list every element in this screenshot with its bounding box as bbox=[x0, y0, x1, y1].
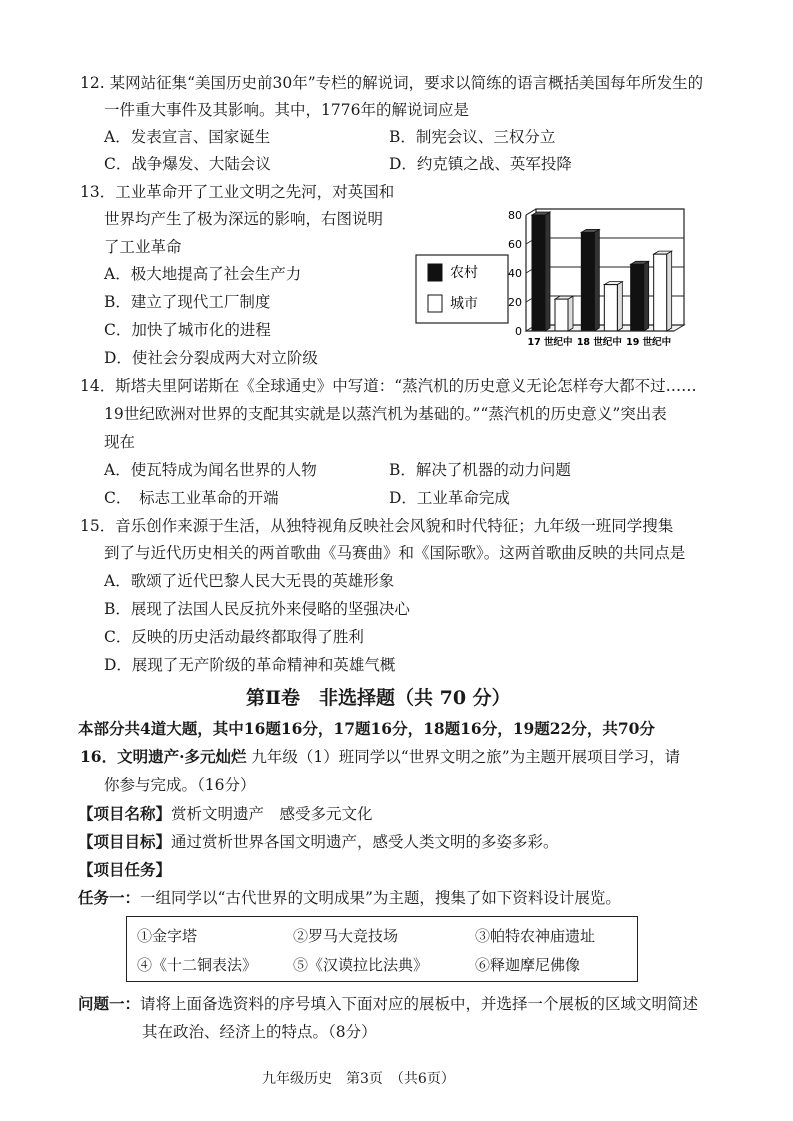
materials-box bbox=[126, 916, 638, 982]
problem1-row bbox=[78, 994, 698, 1014]
task1-label: 任务一： bbox=[78, 888, 141, 907]
material-item-1: ①金字塔 bbox=[137, 927, 198, 945]
q13-stem-line1: 13．工业革命开了工业文明之先河，对英国和 bbox=[80, 183, 395, 201]
project-name-value: 赏析文明遗产 感受多元文化 bbox=[171, 805, 373, 823]
q13-stem-line3: 了工业革命 bbox=[104, 238, 182, 256]
chart-bar-side bbox=[667, 251, 672, 331]
chart-bar-side bbox=[568, 296, 573, 331]
chart-bar-side bbox=[594, 229, 599, 331]
q14-stem-line3: 现在 bbox=[104, 433, 136, 451]
chart-ytick-label: 20 bbox=[508, 296, 522, 309]
q13-option-a: A．极大地提高了社会生产力 bbox=[104, 265, 302, 283]
project-name-row bbox=[78, 804, 373, 824]
q14-stem-line1: 14．斯塔夫里阿诺斯在《全球通史》中写道：“蒸汽机的历史意义无论怎样夸大都不过…… bbox=[80, 377, 697, 395]
q12-option-b: B．制宪会议、三权分立 bbox=[389, 128, 556, 146]
chart-xtick-label: 18 世纪中 bbox=[576, 337, 622, 348]
q14-option-d: D．工业革命完成 bbox=[389, 489, 510, 507]
problem1-line1: 请将上面备选资料的序号填入下面对应的展板中，并选择一个展板的区域文明简述 bbox=[140, 995, 699, 1013]
q12-stem-line2: 一件重大事件及其影响。其中，1776年的解说词应是 bbox=[104, 101, 469, 119]
chart-xtick-label: 17 世纪中 bbox=[527, 337, 573, 348]
chart-bar bbox=[532, 215, 545, 331]
material-item-4: ④《十二铜表法》 bbox=[137, 956, 258, 974]
project-task-label: 【项目任务】 bbox=[78, 860, 172, 879]
q16-stem-line2: 你参与完成。（16分） bbox=[104, 776, 256, 794]
q14-stem-line2: 19世纪欧洲对世界的支配其实就是以蒸汽机为基础的。”“蒸汽机的历史意义”突出表 bbox=[104, 405, 667, 423]
legend-swatch-rural bbox=[428, 264, 442, 281]
legend-label-urban: 城市 bbox=[450, 296, 478, 312]
q12-option-a: A．发表宣言、国家诞生 bbox=[104, 128, 271, 146]
project-goal-label: 【项目目标】 bbox=[78, 832, 172, 851]
q15-option-c: C．反映的历史活动最终都取得了胜利 bbox=[104, 628, 364, 646]
section-description: 本部分共4道大题，其中16题16分，17题16分，18题16分，19题22分，共70分 bbox=[78, 719, 655, 738]
project-name-label: 【项目名称】 bbox=[78, 804, 172, 823]
task1-value: 一组同学以“古代世界的文明成果”为主题，搜集了如下资料设计展览。 bbox=[140, 889, 621, 907]
legend-label-rural: 农村 bbox=[450, 265, 478, 281]
q14-option-b: B．解决了机器的动力问题 bbox=[389, 461, 571, 479]
q12-option-c: C．战争爆发、大陆会议 bbox=[104, 155, 271, 173]
chart-ytick-label: 80 bbox=[508, 209, 522, 222]
q16-stem-text: 九年级（1）班同学以“世界文明之旅”为主题开展项目学习，请 bbox=[251, 748, 681, 766]
chart-bar bbox=[581, 232, 594, 331]
legend-swatch-urban bbox=[428, 295, 442, 312]
material-item-6: ⑥释迦摩尼佛像 bbox=[475, 956, 581, 974]
q13-stem-line2: 世界均产生了极为深远的影响，右图说明 bbox=[104, 210, 384, 228]
project-goal-row bbox=[78, 832, 559, 852]
chart-bar-side bbox=[545, 212, 550, 331]
q16-heading: 16．文明遗产·多元灿烂 bbox=[80, 747, 247, 766]
q12-option-d: D．约克镇之战、英军投降 bbox=[389, 155, 572, 173]
chart-bar bbox=[631, 264, 644, 331]
chart-bar-side bbox=[617, 282, 622, 331]
q13-option-c: C．加快了城市化的进程 bbox=[104, 321, 271, 339]
chart-legend bbox=[416, 255, 508, 323]
urban-rural-bar-chart bbox=[412, 200, 702, 358]
section-title: 第Ⅱ卷 非选择题（共 70 分） bbox=[246, 687, 511, 709]
chart-bar bbox=[604, 285, 617, 331]
q15-option-d: D．展现了无产阶级的革命精神和英雄气概 bbox=[104, 656, 396, 674]
q15-stem-line1: 15．音乐创作来源于生活，从独特视角反映社会风貌和时代特征；九年级一班同学搜集 bbox=[80, 517, 674, 535]
chart-bar bbox=[555, 299, 568, 331]
chart-bar-side bbox=[644, 261, 649, 331]
q13-option-b: B．建立了现代工厂制度 bbox=[104, 293, 271, 311]
chart-xtick-label: 19 世纪中 bbox=[626, 337, 672, 348]
problem1-line2: 其在政治、经济上的特点。（8分） bbox=[142, 1023, 377, 1041]
q15-option-a: A．歌颂了近代巴黎人民大无畏的英雄形象 bbox=[104, 572, 395, 590]
problem1-label: 问题一： bbox=[78, 994, 141, 1013]
q15-option-b: B．展现了法国人民反抗外来侵略的坚强决心 bbox=[104, 600, 410, 618]
chart-ytick-label: 60 bbox=[508, 238, 522, 251]
project-goal-value: 通过赏析世界各国文明遗产，感受人类文明的多姿多彩。 bbox=[171, 833, 559, 851]
q14-option-c: C． 标志工业革命的开端 bbox=[104, 489, 279, 507]
material-item-2: ②罗马大竞技场 bbox=[293, 927, 399, 945]
material-item-3: ③帕特农神庙遗址 bbox=[475, 927, 596, 945]
q14-option-a: A．使瓦特成为闻名世界的人物 bbox=[104, 461, 317, 479]
q13-option-d: D．使社会分裂成两大对立阶级 bbox=[104, 349, 318, 367]
material-item-5: ⑤《汉谟拉比法典》 bbox=[293, 956, 429, 974]
chart-bar bbox=[654, 254, 667, 331]
chart-ytick-label: 0 bbox=[515, 325, 522, 338]
chart-ytick-label: 40 bbox=[508, 267, 522, 280]
task1-row bbox=[78, 888, 621, 908]
page-footer: 九年级历史 第3页 （共6页） bbox=[262, 1071, 455, 1087]
q12-stem-line1: 12. 某网站征集“美国历史前30年”专栏的解说词，要求以简练的语言概括美国每年所发生的 bbox=[80, 74, 704, 92]
chart-plot-area bbox=[508, 209, 684, 348]
q16-stem-line1 bbox=[80, 747, 680, 767]
q15-stem-line2: 到了与近代历史相关的两首歌曲《马赛曲》和《国际歌》。这两首歌曲反映的共同点是 bbox=[104, 544, 686, 562]
